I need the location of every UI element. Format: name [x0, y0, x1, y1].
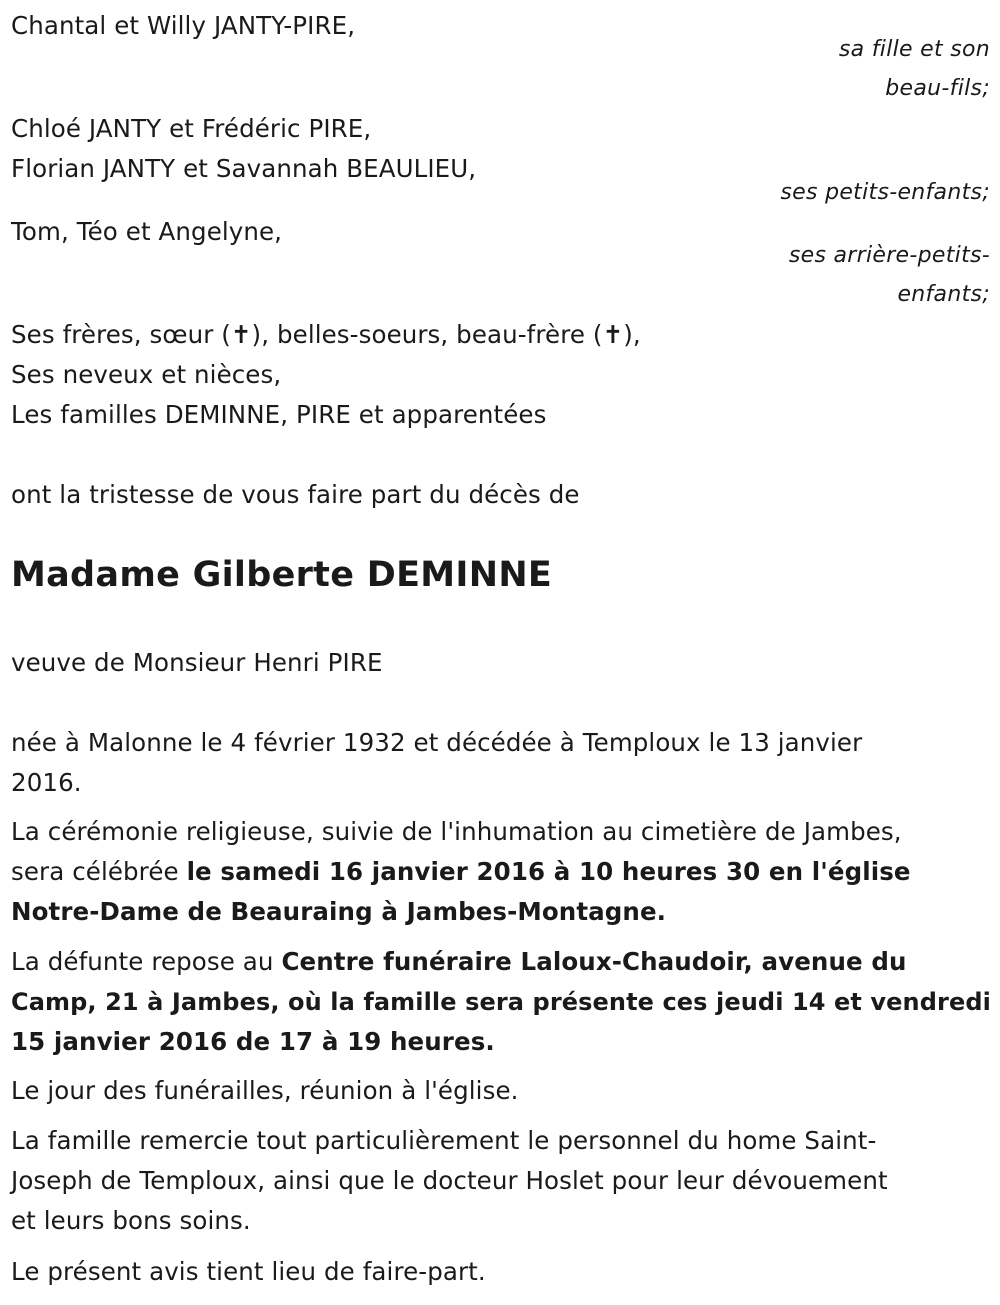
ceremony-line3-bold: Notre-Dame de Beauraing à Jambes-Montagne. [11, 897, 667, 926]
visitation-line1-plain: La défunte repose au [11, 947, 282, 976]
siblings-line: Ses frères, sœur (✝), belles-soeurs, beau-frère (✝), [11, 320, 641, 349]
visitation-line3-bold: 15 janvier 2016 de 17 à 19 heures. [11, 1027, 495, 1056]
spouse-line: veuve de Monsieur Henri PIRE [11, 648, 383, 677]
ceremony-line3 [11, 892, 666, 932]
children-relation-line1: sa fille et son [838, 37, 990, 62]
grandchildren-line2: Florian JANTY et Savannah BEAULIEU, [11, 154, 477, 183]
great-grandchildren: Tom, Téo et Angelyne, [11, 217, 283, 246]
birth-death-line1: née à Malonne le 4 février 1932 et décédée à Temploux le 13 janvier [11, 728, 863, 757]
birth-death-line2: 2016. [11, 768, 82, 797]
ceremony-line2-bold: le samedi 16 janvier 2016 à 10 heures 30 en l'église [186, 857, 911, 886]
great-grandchildren-relation-line1: ses arrière-petits- [788, 243, 990, 268]
funeral-day: Le jour des funérailles, réunion à l'église. [11, 1076, 519, 1105]
visitation-line1 [11, 942, 907, 982]
ceremony-line2 [11, 852, 911, 892]
nephews-line: Ses neveux et nièces, [11, 360, 282, 389]
visitation-line1-bold: Centre funéraire Laloux-Chaudoir, avenue du [281, 947, 907, 976]
visitation-line3 [11, 1022, 495, 1062]
grandchildren-line1: Chloé JANTY et Frédéric PIRE, [11, 114, 372, 143]
thanks-line1: La famille remercie tout particulièrement le personnel du home Saint- [11, 1126, 877, 1155]
grandchildren-relation: ses petits-enfants; [780, 180, 990, 205]
visitation-line2-bold: Camp, 21 à Jambes, où la famille sera présente ces jeudi 14 et vendredi [11, 988, 991, 1016]
thanks-line3: et leurs bons soins. [11, 1206, 251, 1235]
children-names: Chantal et Willy JANTY-PIRE, [11, 11, 356, 40]
children-relation-line2: beau-fils; [885, 76, 990, 101]
families-line: Les familles DEMINNE, PIRE et apparentées [11, 400, 547, 429]
closing-line: Le présent avis tient lieu de faire-part. [11, 1257, 486, 1286]
announcement: ont la tristesse de vous faire part du décès de [11, 480, 580, 509]
thanks-line2: Joseph de Temploux, ainsi que le docteur Hoslet pour leur dévouement [11, 1166, 888, 1195]
deceased-name: Madame Gilberte DEMINNE [11, 555, 553, 595]
great-grandchildren-relation-line2: enfants; [897, 282, 990, 307]
visitation-line2 [11, 982, 991, 1022]
ceremony-line2-plain: sera célébrée [11, 857, 187, 886]
ceremony-line1: La cérémonie religieuse, suivie de l'inhumation au cimetière de Jambes, [11, 817, 902, 846]
